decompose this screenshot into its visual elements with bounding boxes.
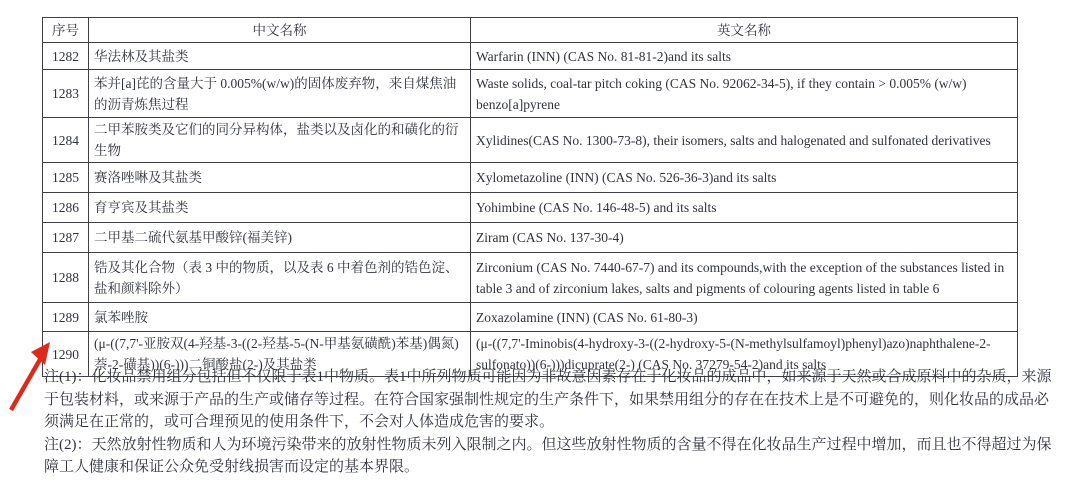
cell-serial: 1285 [43, 163, 89, 193]
cell-english-name: Yohimbine (CAS No. 146-48-5) and its salts [471, 193, 1018, 223]
column-header-chinese-name: 中文名称 [89, 18, 471, 43]
cell-english-name: Waste solids, coal-tar pitch coking (CAS No. 92062-34-5), if they contain > 0.005% (w/w) benzo[a]pyrene [471, 70, 1018, 118]
table-row [43, 163, 1018, 193]
cell-chinese-name: 氯苯唑胺 [89, 303, 471, 332]
table-row [43, 223, 1018, 253]
notes-section [44, 366, 1058, 479]
cell-chinese-name: 华法林及其盐类 [89, 43, 471, 70]
cell-serial: 1289 [43, 303, 89, 332]
cell-serial: 1283 [43, 70, 89, 118]
cell-english-name: (μ-((7,7'-Iminobis(4-hydroxy-3-((2-hydroxy-5-(N-methylsulfamoyl)phenyl)azo)naphthalene-2-sulfonato))(6-)))dicuprate(2-) (CAS No. 37279-54-2)and its salts [471, 332, 1018, 377]
cell-english-name: Xylidines(CAS No. 1300-73-8), their isomers, salts and halogenated and sulfonated derivatives [471, 118, 1018, 163]
cell-chinese-name: 赛洛唑啉及其盐类 [89, 163, 471, 193]
note-1: 注(1)：化妆品禁用组分包括但不仅限于表1中物质。表1中所列物质可能因为非故意因素存在于化妆品的成品中，如来源于天然或合成原料中的杂质，来源于包装材料，或来源于产品的生产或储存等过程。在符合国家强制性规定的生产条件下，如果禁用组分的存在在技术上是不可避免的，则化妆品的成品必须满足在正常的，或可合理预见的使用条件下，不会对人体造成危害的要求。 [44, 369, 1052, 430]
table-row [43, 118, 1018, 163]
cell-serial: 1287 [43, 223, 89, 253]
cell-chinese-name: 二甲苯胺类及它们的同分异构体，盐类以及卤化的和磺化的衍生物 [89, 118, 471, 163]
cell-english-name: Xylometazoline (INN) (CAS No. 526-36-3)and its salts [471, 163, 1018, 193]
cell-english-name: Zirconium (CAS No. 7440-67-7) and its compounds,with the exception of the substances listed in table 3 and of zirconium lakes, salts and pigments of colouring agents listed in table 6 [471, 253, 1018, 303]
cell-chinese-name: (μ-((7,7'-亚胺双(4-羟基-3-((2-羟基-5-(N-甲基氨磺酰)苯基)偶氮)萘-2-磺基))(6-)))二铜酸盐(2-)及其盐类 [89, 332, 471, 377]
prohibited-substances-table [42, 17, 1018, 377]
cell-serial: 1290 [43, 332, 89, 377]
cell-serial: 1282 [43, 43, 89, 70]
column-header-english-name: 英文名称 [471, 18, 1018, 43]
table-header-row [43, 18, 1018, 43]
table-row [43, 253, 1018, 303]
cell-serial: 1286 [43, 193, 89, 223]
table-row [43, 303, 1018, 332]
cell-chinese-name: 苯并[a]芘的含量大于 0.005%(w/w)的固体废弃物，来自煤焦油的沥青炼焦过程 [89, 70, 471, 118]
cell-serial: 1284 [43, 118, 89, 163]
cell-english-name: Warfarin (INN) (CAS No. 81-81-2)and its salts [471, 43, 1018, 70]
cell-chinese-name: 二甲基二硫代氨基甲酸锌(福美锌) [89, 223, 471, 253]
table-row [43, 70, 1018, 118]
column-header-serial: 序号 [43, 18, 89, 43]
cell-english-name: Zoxazolamine (INN) (CAS No. 61-80-3) [471, 303, 1018, 332]
cell-chinese-name: 锆及其化合物（表 3 中的物质，以及表 6 中着色剂的锆色淀、盐和颜料除外） [89, 253, 471, 303]
cell-chinese-name: 育亨宾及其盐类 [89, 193, 471, 223]
cell-serial: 1288 [43, 253, 89, 303]
table-row [43, 43, 1018, 70]
cell-english-name: Ziram (CAS No. 137-30-4) [471, 223, 1018, 253]
note-2: 注(2)：天然放射性物质和人为环境污染带来的放射性物质未列入限制之内。但这些放射性物质的含量不得在化妆品生产过程中增加，而且也不得超过为保障工人健康和保证公众免受射线损害而设定的基本界限。 [44, 436, 1052, 475]
table-row [43, 193, 1018, 223]
